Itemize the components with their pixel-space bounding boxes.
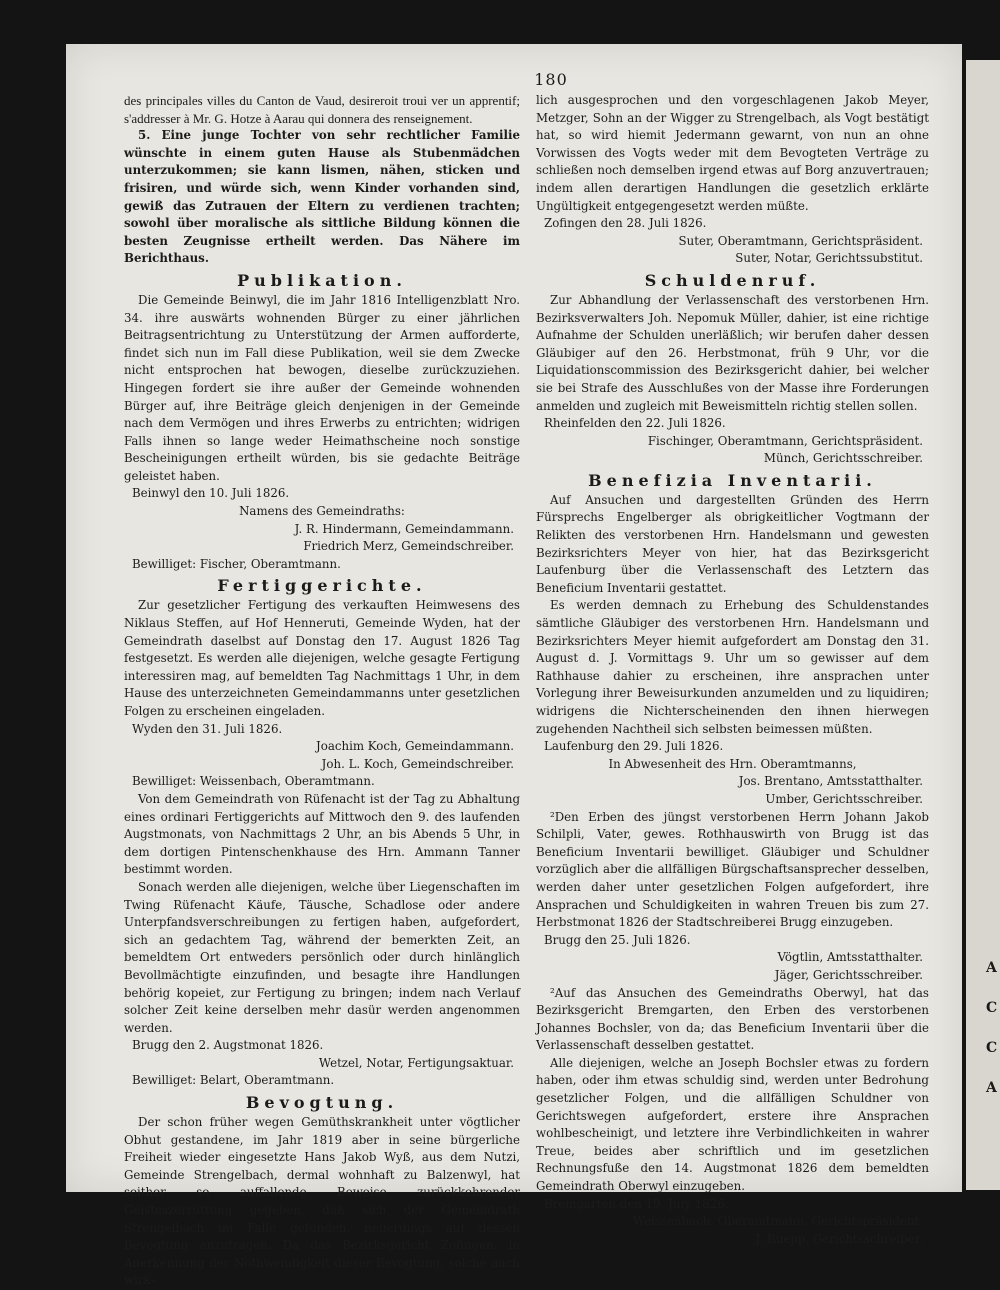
signature-muench: Münch, Gerichtsschreiber. bbox=[763, 451, 923, 466]
benefizia-bremgarten-text-2: Alle diejenigen, welche an Joseph Bochsler etwas zu fordern haben, oder ihm etwas schuldig sind, werden unter Bedrohung gesetzlicher Folgen, und die allfälligen Schuldner von Gerichtswegen aufgefordert, erstere ihre Ansprachen wohlbescheinigt, und letztere ihre Verbindlichkeiten in wahrer Treue, beides aber schriftlich und im gesetzlichen Rechnungsfuße den 14. Augstmonat 1826 dem bemeldten Gemeindrath Oberwyl einzugeben. bbox=[536, 1055, 929, 1194]
notice-5: 5. Eine junge Tochter von sehr rechtlicher Familie wünschte in einem guten Hause als Stubenmädchen unterzukommen; sie kann lismen, nähen, sticken und frisiren, und würde sich, wenn Kinder vorhanden sind, gewiß das Zutrauen der Eltern zu verdienen trachten; sowohl über moralische als sittliche Bildung können die besten Zeugnisse ertheilt werden. Das Nähere im Berichthaus. bbox=[124, 128, 520, 266]
page-number: 180 bbox=[534, 70, 568, 89]
newspaper-page bbox=[66, 44, 962, 1288]
benefizia-brugg-text: ²Den Erben des jüngst verstorbenen Herrn Johann Jakob Schilpli, Vater, gewes. Rothhauswirth von Brugg ist das Beneficium Inventarii bewilliget. Gläubiger und Schuldner vorzüglich aber die allfälligen Bürgschaftsansprecher desselben, werden daher unter gesetzlichen Folgen aufgefordert, ihre Ansprachen und Schuldigkeiten in wahren Treuen bis zum 27. Herbstmonat 1826 der Stadtschreiberei Brugg einzugeben. bbox=[536, 809, 929, 930]
approval-weissenbach: Bewilliget: Weissenbach, Oberamtmann. bbox=[132, 774, 375, 789]
fertig-wyden-text: Zur gesetzlicher Fertigung des verkauften Heimwesens des Niklaus Steffen, auf Hof Henneruti, Gemeinde Wyden, hat der Gemeindrath daselbst auf Donstag den 17. August 1826 Tag festgesetzt. Es werden alle diejenigen, welche gesagte Fertigung interessiren mag, auf bemeldten Tag Nachmittags 1 Uhr, in dem Hause des unterzeichneten Gemeindammanns unter gesetzlichen Folgen zu erscheinen eingeladen. bbox=[124, 598, 520, 718]
signature-koch-1: Joachim Koch, Gemeindammann. bbox=[316, 739, 514, 754]
dateline-zofingen: Zofingen den 28. Juli 1826. bbox=[544, 216, 707, 231]
dateline-brugg: Brugg den 2. Augstmonat 1826. bbox=[132, 1038, 324, 1053]
heading-publikation: Publikation. bbox=[237, 270, 407, 290]
heading-benefizia: Benefizia Inventarii. bbox=[588, 470, 877, 490]
right-column bbox=[536, 92, 929, 1248]
heading-schuldenruf: Schuldenruf. bbox=[644, 270, 821, 290]
benefizia-laufenburg-text: Auf Ansuchen und dargestellten Gründen des Herrn Fürsprechs Engelberger als obrigkeitlicher Vogtmann der Relikten des verstorbenen Hrn. Handelsmann und gewesten Bezirksrichters Meyer von hier, hat das Bezirksgericht Laufenburg über die Verlassenschaft des Letztern das Beneficium Inventarii gestattet. bbox=[536, 492, 929, 595]
dateline-laufenburg: Laufenburg den 29. Juli 1826. bbox=[544, 739, 724, 754]
schuldenruf-text: Zur Abhandlung der Verlassenschaft des verstorbenen Hrn. Bezirksverwalters Joh. Nepomuk Müller, dahier, ist eine richtige Aufnahme der Schulden unerläßlich; wir berufen daher dessen Gläubiger auf den 26. Herbstmonat, früh 9 Uhr, vor die Liquidationscommission des Bezirksgericht dahier, bei welcher sie bei Strafe des Ausschlußes von der Masse ihre Forderungen anmelden und zugleich mit Beweismitteln richtig stellen sollen. bbox=[536, 292, 929, 413]
signature-jaeger: Jäger, Gerichtsschreiber. bbox=[774, 967, 923, 982]
adjacent-page-edge bbox=[966, 60, 1000, 1190]
approval-fischer: Bewilliget: Fischer, Oberamtmann. bbox=[132, 556, 341, 571]
edge-fragment-3: C bbox=[986, 1040, 998, 1056]
heading-bevogtung: Bevogtung. bbox=[245, 1093, 399, 1113]
dateline-rheinfelden: Rheinfelden den 22. Juli 1826. bbox=[544, 416, 726, 431]
dateline-beinwyl: Beinwyl den 10. Juli 1826. bbox=[132, 486, 290, 501]
signature-fischinger: Fischinger, Oberamtmann, Gerichtspräsident. bbox=[647, 433, 923, 448]
signature-koch-2: Joh. L. Koch, Gemeindschreiber. bbox=[321, 756, 514, 771]
dateline-bremgarten: Bremgarten den 19. July 1826. bbox=[544, 1196, 729, 1211]
signature-abwesenheit: In Abwesenheit des Hrn. Oberamtmanns, bbox=[608, 756, 857, 771]
benefizia-laufenburg-text-2: Es werden demnach zu Erhebung des Schuldenstandes sämtliche Gläubiger des verstorbenen Hrn. Handelsmann und Bezirksrichters Meyer hiemit aufgefordert am Donstag den 31. August d. J. Vormittags 9. Uhr um so gewisser auf dem Rathhause dahier zu erscheinen, ihre ansprachen unter Vorlegung ihrer Beweisurkunden anzumelden und zu liquidiren; widrigens die Nichterscheinenden den ihnen hierwegen zugehenden Nachtheil sich selbsten beimessen müßten. bbox=[536, 598, 929, 736]
french-notice-end: des principales villes du Canton de Vaud, desireroit troui ver un apprentif; s'addresser à Mr. G. Hotze à Aarau qui donnera des renseignement. bbox=[124, 93, 520, 126]
signature-brentano: Jos. Brentano, Amtsstatthalter. bbox=[738, 774, 923, 789]
dateline-wyden: Wyden den 31. Juli 1826. bbox=[132, 721, 283, 736]
signature-suter-2: Suter, Notar, Gerichtssubstitut. bbox=[735, 251, 923, 266]
signature-wetzel: Wetzel, Notar, Fertigungsaktuar. bbox=[318, 1055, 514, 1070]
bevogtung-continued: lich ausgesprochen und den vorgeschlagenen Jakob Meyer, Metzger, Sohn an der Wigger zu Strengelbach, als Vogt bestätigt hat, so wird hiemit Jedermann gewarnt, von nun an ohne Vorwissen des Vogts weder mit dem Bevogteten Verträge zu schließen noch demselben irgend etwas auf Borg anzuvertrauen; indem allen derartigen Handlungen die gesetzlich erklärte Ungültigkeit entgegengesetzt werden müßte. bbox=[536, 93, 929, 213]
benefizia-bremgarten-text: ²Auf das Ansuchen des Gemeindraths Oberwyl, hat das Bezirksgericht Bremgarten, den Erben des verstorbenen Johannes Bochsler, von da; das Beneficium Inventarii über die Verlassenschaft desselben gestattet. bbox=[536, 985, 929, 1053]
fertig-ruefenacht-text-2: Sonach werden alle diejenigen, welche über Liegenschaften im Twing Rüfenacht Käufe, Täusche, Schadlose oder andere Unterpfandsverschreibungen zu fertigen haben, aufgefordert, sich an gedachtem Tag, während der bemerkten Zeit, an bemeldtem Ort entweders persönlich oder durch hinlänglich Bevollmächtigte einzufinden, und besagte ihre Handlungen behörig kopeiet, zur Fertigung zu bringen; indem nach Verlauf solcher Zeit keine derselben mehr dasür werden angenommen werden. bbox=[124, 879, 520, 1035]
fertig-ruefenacht-text: Von dem Gemeindrath von Rüfenacht ist der Tag zu Abhaltung eines ordinari Fertiggerichts auf Mittwoch den 9. des laufenden Augstmonats, von Nachmittags 2 Uhr, an bis Abends 5 Uhr, in dem dortigen Pintenschenkhause des Hrn. Ammann Tanner bestimmt worden. bbox=[124, 791, 520, 877]
left-column bbox=[124, 92, 520, 1290]
signature-namens: Namens des Gemeindraths: bbox=[239, 504, 405, 519]
signature-hindermann: J. R. Hindermann, Gemeindammann. bbox=[294, 521, 514, 536]
signature-merz: Friedrich Merz, Gemeindschreiber. bbox=[303, 539, 514, 554]
signature-suter-1: Suter, Oberamtmann, Gerichtspräsident. bbox=[678, 233, 923, 248]
signature-voegtlin: Vögtlin, Amtsstatthalter. bbox=[777, 950, 923, 965]
edge-fragment-1: A bbox=[986, 960, 997, 976]
approval-belart: Bewilliget: Belart, Oberamtmann. bbox=[132, 1073, 335, 1088]
bevogtung-text: Der schon früher wegen Gemüthskrankheit unter vögtlicher Obhut gestandene, im Jahr 1819 aber in seine bürgerliche Freiheit wieder eingesetzte Hans Jakob Wyß, aus dem Nutzi, Gemeinde Strengelbach, dermal wohnhaft zu Balzenwyl, hat seither so auffallende Beweise zurückkehrender Geisteszerrüttung gegeben, daß sich der Gemeindrath Strengelbach im Falle gefunden, neuerdings auf dessen Bevogtung anzutragen. Da das Bezirksgericht Zofingen, in Anerkennung der Nothwendigkeit dieser Bevogtung, solche auch wirk- bbox=[124, 1115, 520, 1288]
heading-fertiggerichte: Fertiggerichte. bbox=[217, 576, 427, 596]
edge-fragment-2: C bbox=[986, 1000, 998, 1016]
edge-fragment-4: A bbox=[986, 1080, 997, 1096]
signature-umber: Umber, Gerichtsschreiber. bbox=[765, 791, 923, 806]
signature-ruepp: J. Ruepp, Gerichtsschreiber. bbox=[755, 1231, 923, 1246]
publikation-text: Die Gemeinde Beinwyl, die im Jahr 1816 Intelligenzblatt Nro. 34. ihre auswärts wohnenden Bürger zu einer jährlichen Beitragsentrichtung zu Unterstützung der Armen aufforderte, findet sich nun im Fall diese Publikation, weil sie dem Zwecke nicht entsprochen hat bewogen, dieselbe zurückzuziehen. Hingegen fordert sie ihre außer der Gemeinde wohnenden Bürger auf, ihre Beiträge gleich denjenigen in der Gemeinde nach dem Vermögen und ihres Erwerbs zu entrichten; widrigen Falls ihnen so lange weder Heimathscheine noch sonstige Bescheinigungen ertheilt würden, bis sie gedachte Beiträge geleistet haben. bbox=[124, 292, 520, 483]
dateline-brugg-2: Brugg den 25. Juli 1826. bbox=[544, 932, 691, 947]
signature-weissenbach: Weissenbach, Oberamtmann, Gerichtspräsident. bbox=[632, 1214, 923, 1229]
